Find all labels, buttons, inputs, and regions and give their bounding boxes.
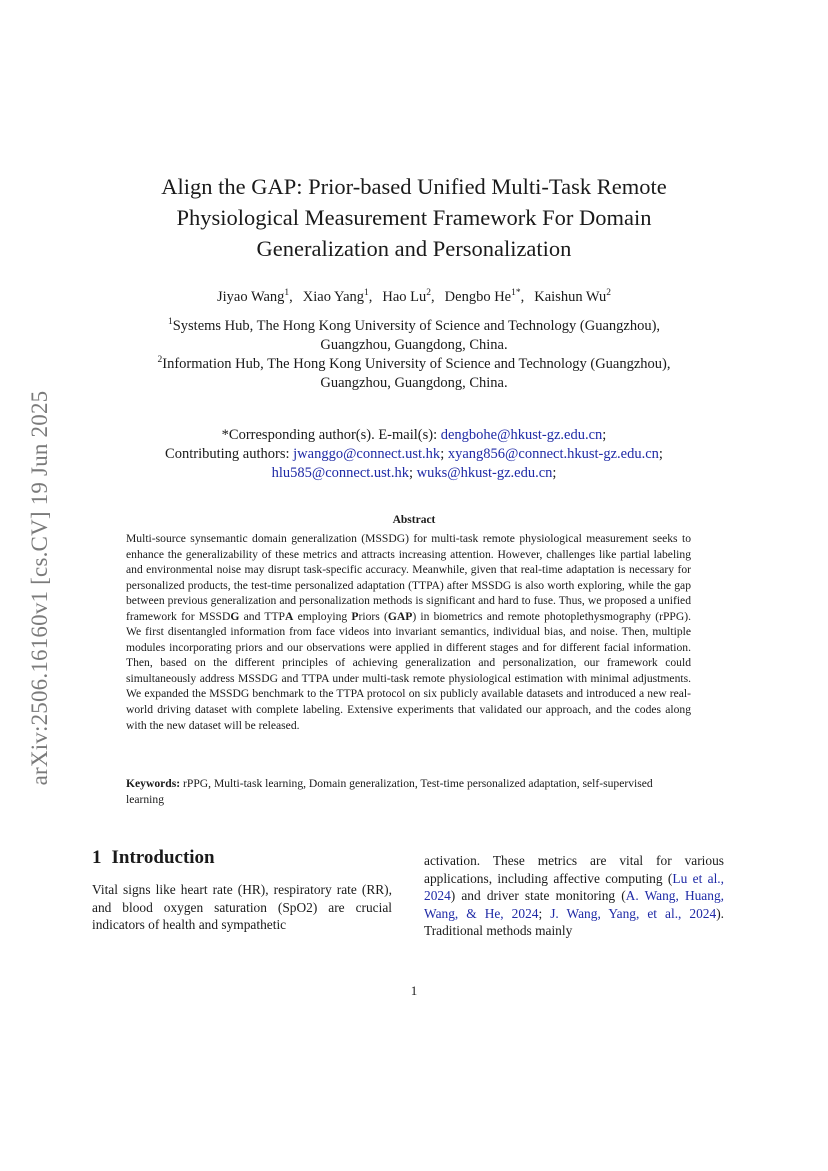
abstract-text: riors ( [358, 609, 388, 623]
affiliation [100, 317, 728, 355]
abstract-text: and TTP [239, 609, 285, 623]
affiliation-mark: 1* [511, 288, 521, 298]
keywords-label: Keywords: [126, 777, 181, 790]
email-link[interactable]: dengbohe@hkust-gz.edu.cn [440, 427, 603, 443]
intro-text: ; [538, 905, 551, 921]
citation-link[interactable]: Lu et al., 2024 [424, 870, 724, 904]
intro-text: ) and driver state monitoring ( [450, 888, 626, 904]
abstract-text: employing [293, 609, 352, 623]
author-name: Jiyao Wang [216, 289, 285, 305]
affiliation-line: Guangzhou, Guangdong, China. [320, 375, 508, 391]
abstract-bold: P [351, 609, 359, 623]
keywords-text: rPPG, Multi-task learning, Domain generalization, Test-time personalized adaptation, self-supervised learning [126, 777, 653, 806]
author-list: Jiyao Wang$^1$, Xiao Yang$^1$, Hao Lu$^2$, Dengbo $He^{1*}$, Kaishun Wu$^2$ [216, 288, 612, 305]
paper-title [100, 171, 728, 264]
affiliation-mark: 2 [426, 288, 432, 298]
intro-text: activation. These metrics are vital for various applications, including affective computing ( [424, 853, 724, 886]
affiliation [100, 355, 728, 393]
contact-block: *Corresponding author(s). E-mail(s): dengbohe@hkust-gz.edu.cn; Contributing authors: jwanggo@connect.ust.hk; xyang856@connect.hkust-gz.edu.cn; hlu585@connect.ust.hk; wuks@hkust-gz.edu.cn; [165, 427, 663, 481]
abstract-text: Multi-source synsemantic domain generalization (MSSDG) for multi-task remote physiological measurement seeks to enhance the generalizability of these metrics and attracts increasing attention. However, challenges like partial labeling and environmental noise may disrupt task-specific accuracy. Meanwhile, given that real-time adaptation is necessary for personalized products, the test-time personalized adaptation (TTPA) after MSSDG is also worth exploring, while the gap between previous generalization and personalization methods is significant and hard to fuse. Thus, we proposed a unified framework for MSSD [126, 532, 691, 623]
affiliation-mark: 2 [157, 355, 163, 365]
email-link[interactable]: wuks@hkust-gz.edu.cn [416, 465, 553, 481]
author-name: Hao Lu [382, 289, 427, 305]
title-line: Generalization and Personalization [256, 236, 572, 261]
section-title: Introduction [111, 847, 215, 868]
author-name: Xiao Yang [302, 289, 365, 305]
corresponding-label: *Corresponding author(s). E-mail(s): [221, 427, 438, 443]
email-link[interactable]: jwanggo@connect.ust.hk [293, 446, 441, 462]
email-link[interactable]: xyang856@connect.hkust-gz.edu.cn [447, 446, 659, 462]
affiliation-line: Guangzhou, Guangdong, China. [320, 337, 508, 353]
abstract-bold: GAP [387, 609, 413, 623]
affiliation-mark: 1 [364, 288, 369, 298]
affiliation-mark: 1 [284, 288, 290, 298]
intro-left-column: Vital signs like heart rate (HR), respiratory rate (RR), and blood oxygen saturation (SpO2) are crucial indicators of health and sympathetic [92, 882, 392, 933]
affiliation-line: Information Hub, The Hong Kong University of Science and Technology (Guangzhou), [162, 356, 671, 372]
email-link[interactable]: hlu585@connect.ust.hk [271, 465, 409, 481]
abstract-bold: G [230, 609, 240, 623]
author-name: Dengbo He [444, 289, 512, 305]
arxiv-identifier-stamp: arXiv:2506.16160v1 [cs.CV] 19 Jun 2025 [27, 390, 52, 786]
contributing-label: Contributing authors: [165, 446, 290, 462]
title-line: Physiological Measurement Framework For Domain [176, 205, 652, 230]
keywords [126, 776, 691, 807]
affiliation-mark: 1 [167, 317, 173, 327]
abstract-body [126, 531, 691, 733]
section-number: 1 [92, 847, 102, 868]
author-name: Kaishun Wu [534, 289, 607, 305]
intro-right-column [424, 852, 724, 940]
affiliation-mark: 2 [606, 288, 612, 298]
title-line: Align the GAP: Prior-based Unified Multi-Task Remote [161, 174, 667, 199]
citation-link[interactable]: A. Wang, Huang, Wang, & He, 2024 [424, 888, 724, 921]
abstract-text: ) in biometrics and remote photoplethysmography (rPPG). We first disentangled information from face videos into invariant semantics, individual bias, and noise. Then, multiple modules incorporating priors and our observations were applied in different stages and for different facial information. Then, based on the different principles of achieving generalization and personalization, our framework could simultaneously address MSSDG and TTPA under multi-task remote physiological estimation with minimal adjustments. We expanded the MSSDG benchmark to the TTPA protocol on six publicly available datasets and introduced a new real-world driving dataset with complete labeling. Extensive experiments that validated our approach, and the codes along with the new dataset will be released. [126, 609, 691, 732]
citation-link[interactable]: J. Wang, Yang, et al., 2024 [550, 905, 717, 921]
abstract-bold: A [285, 609, 294, 623]
affiliation-line: Systems Hub, The Hong Kong University of Science and Technology (Guangzhou), [172, 318, 661, 334]
abstract-heading: Abstract [392, 514, 436, 526]
page-number: 1 [410, 983, 418, 998]
intro-text: ). Traditional methods mainly [424, 905, 725, 939]
section-heading [92, 847, 215, 869]
